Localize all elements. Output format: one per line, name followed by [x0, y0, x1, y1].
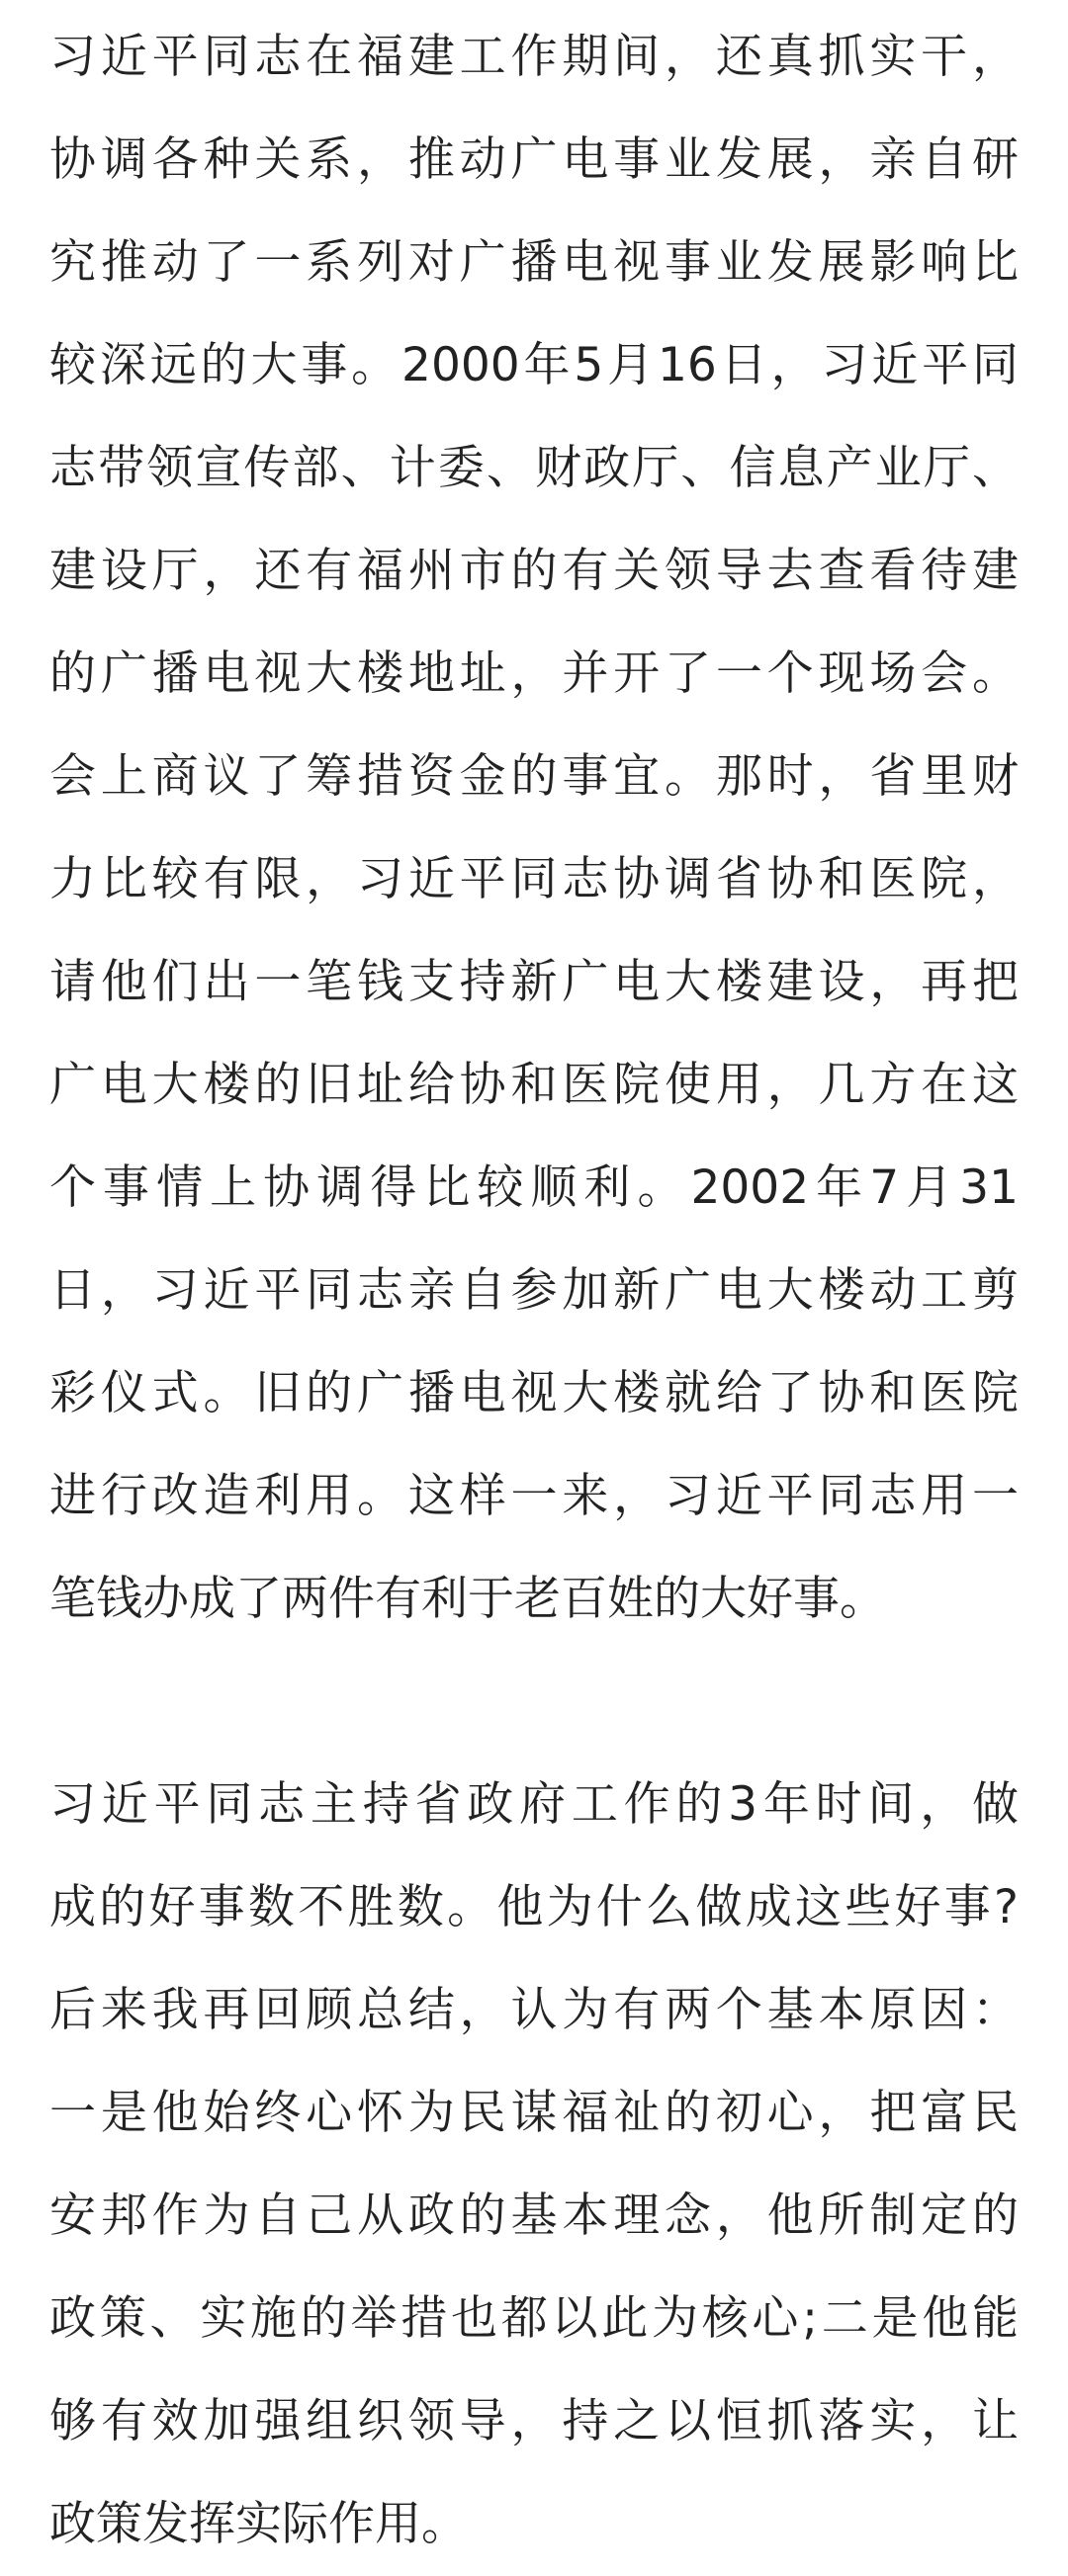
text-line: 习近平同志在福建工作期间，还真抓实干， [49, 30, 1019, 84]
text-line: 彩仪式。旧的广播电视大楼就给了协和医院 [49, 1366, 1019, 1420]
text-line: 协调各种关系，推动广电事业发展，亲自研 [49, 132, 1019, 187]
paragraph-2 [49, 1754, 1019, 2576]
text-line: 个事情上协调得比较顺利。2002年7月31 [49, 1160, 1019, 1215]
text-line: 一是他始终心怀为民谋福祉的初心，把富民 [49, 2086, 1019, 2140]
text-line: 够有效加强组织领导，持之以恒抓落实，让 [49, 2394, 1019, 2448]
text-line: 力比较有限，习近平同志协调省协和医院， [49, 852, 1019, 906]
text-line: 志带领宣传部、计委、财政厅、信息产业厅、 [49, 441, 1019, 495]
text-line: 广电大楼的旧址给协和医院使用，几方在这 [49, 1058, 1019, 1112]
text-line: 成的好事数不胜数。他为什么做成这些好事? [49, 1880, 1019, 1934]
paragraph-1 [49, 6, 1019, 1651]
text-line: 建设厅，还有福州市的有关领导去查看待建 [49, 544, 1019, 598]
text-line: 政策发挥实际作用。 [49, 2497, 468, 2551]
text-line: 会上商议了筹措资金的事宜。那时，省里财 [49, 749, 1019, 804]
text-line: 的广播电视大楼地址，并开了一个现场会。 [49, 646, 1019, 701]
text-line: 后来我再回顾总结，认为有两个基本原因： [49, 1983, 1019, 2037]
text-line: 进行改造利用。这样一来，习近平同志用一 [49, 1469, 1019, 1523]
text-line: 日，习近平同志亲自参加新广电大楼动工剪 [49, 1263, 1019, 1318]
paragraph-spacer [49, 1651, 1019, 1754]
text-line: 政策、实施的举措也都以此为核心;二是他能 [49, 2291, 1019, 2346]
article-body [49, 6, 1019, 2576]
text-line: 习近平同志主持省政府工作的3年时间，做 [49, 1777, 1019, 1832]
text-line: 请他们出一笔钱支持新广电大楼建设，再把 [49, 955, 1019, 1009]
text-line: 安邦作为自己从政的基本理念，他所制定的 [49, 2189, 1019, 2243]
text-line: 笔钱办成了两件有利于老百姓的大好事。 [49, 1572, 886, 1626]
text-line: 究推动了一系列对广播电视事业发展影响比 [49, 235, 1019, 290]
text-line: 较深远的大事。2000年5月16日，习近平同 [49, 338, 1019, 392]
